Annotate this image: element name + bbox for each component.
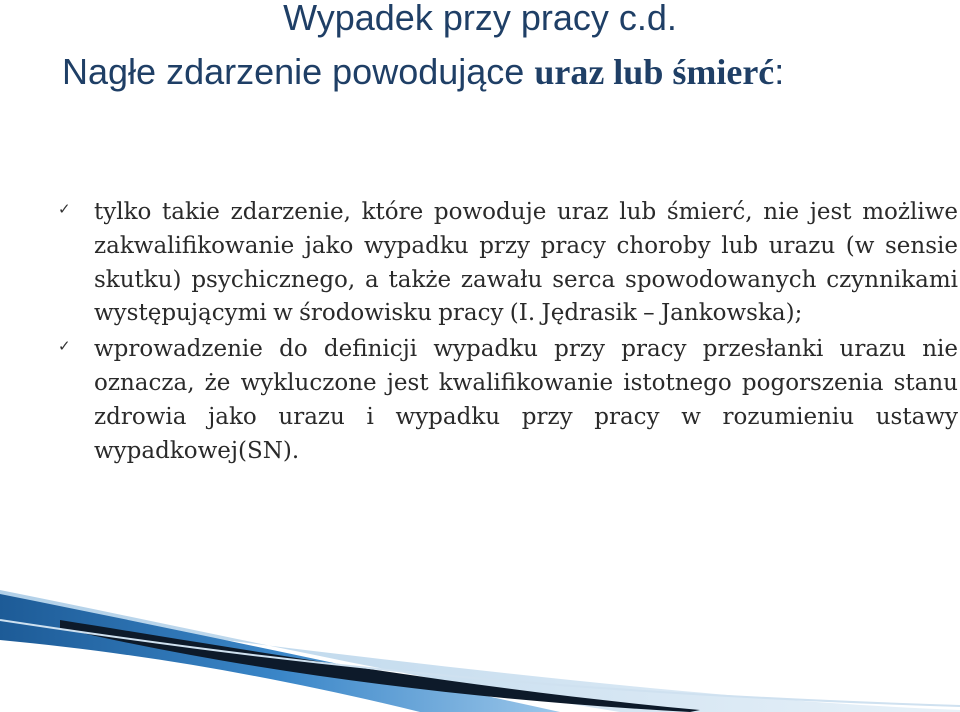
slide-subtitle xyxy=(62,50,784,94)
subtitle-suffix: : xyxy=(774,51,785,92)
bullet-text: wprowadzenie do definicji wypadku przy pracy przesłanki urazu nie oznacza, że wykluczone jest kwalifikowanie istotnego pogorszenia stanu zdrowia jako urazu i wypadku przy pracy w rozumieniu ustawy wypadkowej(SN). xyxy=(94,336,958,464)
checkmark-icon: ✓ xyxy=(58,200,71,218)
bullet-text: tylko takie zdarzenie, które powoduje uraz lub śmierć, nie jest możliwe zakwalifikowanie jako wypadku przy pracy choroby lub urazu (w sensie skutku) psychicznego, a także zawału serca spowodowanych czynnikami występującymi w środowisku pracy (I. Jędrasik – Jankowska); xyxy=(94,199,958,327)
bullet-item xyxy=(58,196,958,331)
bullet-list xyxy=(58,196,958,468)
subtitle-prefix: Nagłe zdarzenie powodujące xyxy=(62,51,535,92)
checkmark-icon: ✓ xyxy=(58,337,71,356)
slide-title: Wypadek przy pracy c.d. xyxy=(283,0,677,38)
subtitle-emphasis: uraz lub śmierć xyxy=(534,52,775,92)
bullet-item xyxy=(58,333,958,468)
footer-swoosh-decoration xyxy=(0,560,960,712)
